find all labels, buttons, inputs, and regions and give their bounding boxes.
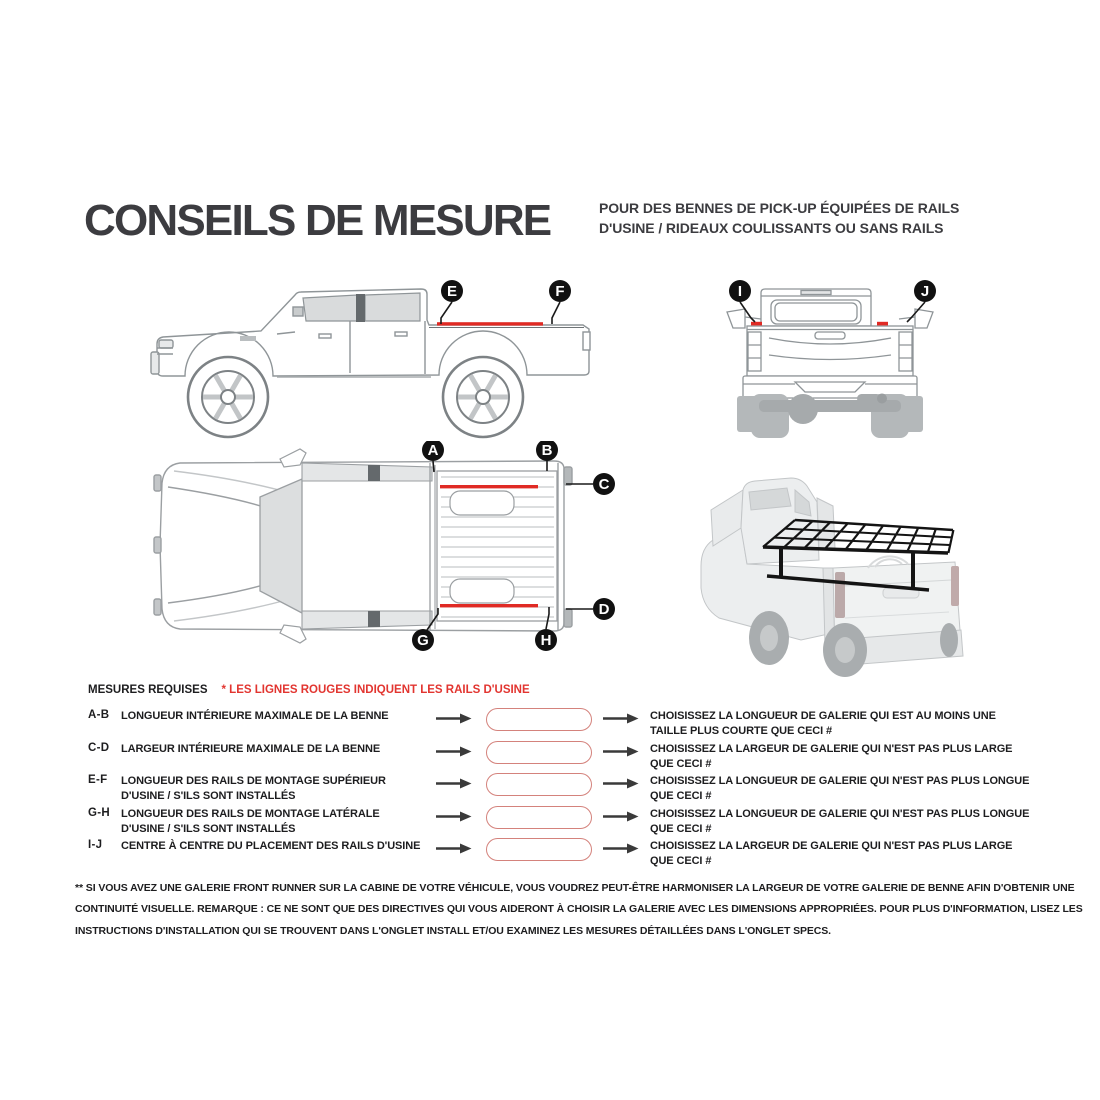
arrow-right-icon xyxy=(436,746,472,757)
rear-rail-red-mark-right xyxy=(877,322,888,326)
label-c-marker xyxy=(593,473,615,495)
arrow-right-icon xyxy=(603,746,639,757)
rear-truck-bed-and-tailgate xyxy=(743,326,917,398)
label-j-marker xyxy=(914,280,936,302)
truck-rear-view-figure xyxy=(699,276,961,440)
table-row xyxy=(88,806,1028,839)
rear-rail-red-mark-left xyxy=(751,322,762,326)
row-instruction: CHOISISSEZ LA LONGUEUR DE GALERIE QUI N'EST PAS PLUS LONGUE QUE CECI # xyxy=(650,807,1030,835)
truck-side-view-figure xyxy=(143,274,603,440)
row-key: C-D xyxy=(88,741,110,754)
measurement-field-i-j[interactable] xyxy=(486,838,592,861)
label-h-marker xyxy=(535,629,557,651)
label-f-marker xyxy=(549,280,571,302)
subtitle-line-2: D'USINE / RIDEAUX COULISSANTS OU SANS RAILS xyxy=(599,219,944,236)
footer-line-3: INSTRUCTIONS D'INSTALLATION QUI SE TROUVENT DANS L'ONGLET INSTALL ET/OU EXAMINEZ LES MESURES DÉTAILLÉES DANS L'ONGLET SPECS. xyxy=(75,924,831,937)
truck-rack-3d-diagram xyxy=(683,468,980,680)
measurement-field-e-f[interactable] xyxy=(486,773,592,796)
truck-side-view-diagram xyxy=(143,274,603,440)
label-d-marker xyxy=(593,598,615,620)
footer-note xyxy=(75,878,1083,942)
label-i-marker xyxy=(729,280,751,302)
arrow-right-icon xyxy=(436,843,472,854)
truck-rear-view-diagram xyxy=(699,276,961,440)
label-e: E xyxy=(446,283,458,300)
page-title: CONSEILS DE MESURE xyxy=(84,196,551,245)
top-factory-rail-red-line-bottom xyxy=(440,604,538,607)
top-factory-rail-red-line-top xyxy=(440,485,538,488)
label-b-marker xyxy=(536,441,558,461)
red-lines-note: * LES LIGNES ROUGES INDIQUENT LES RAILS D'USINE xyxy=(221,684,530,696)
label-a: A xyxy=(427,442,439,459)
row-key: E-F xyxy=(88,774,108,787)
table-row xyxy=(88,838,1028,871)
arrow-right-icon xyxy=(603,713,639,724)
side-leader-lines xyxy=(441,302,560,324)
rear-truck-undercarriage xyxy=(737,394,923,439)
truck-with-rack-render xyxy=(683,468,980,680)
truck-top-view-figure xyxy=(150,441,625,656)
label-g: G xyxy=(417,632,429,649)
measurement-field-c-d[interactable] xyxy=(486,741,592,764)
arrow-right-icon xyxy=(603,843,639,854)
side-truck-windows xyxy=(303,293,420,322)
row-key: G-H xyxy=(88,806,110,819)
page-subtitle xyxy=(599,199,959,238)
row-instruction: CHOISISSEZ LA LONGUEUR DE GALERIE QUI N'EST PAS PLUS LONGUE QUE CECI # xyxy=(650,775,1030,803)
subtitle-line-1: POUR DES BENNES DE PICK-UP ÉQUIPÉES DE RAILS xyxy=(599,200,960,216)
row-instruction: CHOISISSEZ LA LONGUEUR DE GALERIE QUI EST AU MOINS UNE TAILLE PLUS COURTE QUE CECI # xyxy=(650,710,996,737)
label-e-marker xyxy=(441,280,463,302)
table-row xyxy=(88,741,1028,774)
arrow-right-icon xyxy=(436,811,472,822)
label-h: H xyxy=(540,632,552,649)
label-b: B xyxy=(541,442,553,459)
label-d: D xyxy=(598,601,610,618)
row-key: I-J xyxy=(88,839,103,852)
footer-line-1: ** SI VOUS AVEZ UNE GALERIE FRONT RUNNER SUR LA CABINE DE VOTRE VÉHICULE, VOUS VOUDREZ PEUT-ÊTRE HARMONISER LA LARGEUR DE VOTRE GALERIE DE BENNE AFIN D'OBTENIR UNE xyxy=(75,882,1075,894)
footer-line-2: CONTINUITÉ VISUELLE. REMARQUE : CE NE SONT QUE DES DIRECTIVES QUI VOUS AIDERONT À CHOISIR LA GALERIE AVEC LES DIMENSIONS APPROPRIÉES. POUR PLUS D'INFORMATION, LISEZ LES xyxy=(75,903,1083,916)
row-instruction: CHOISISSEZ LA LARGEUR DE GALERIE QUI N'EST PAS PLUS LARGE QUE CECI # xyxy=(650,840,1013,868)
arrow-right-icon xyxy=(603,778,639,789)
row-key: A-B xyxy=(88,709,110,721)
row-description: LONGUEUR INTÉRIEURE MAXIMALE DE LA BENNE xyxy=(121,710,389,722)
top-truck-bed xyxy=(437,471,557,621)
table-row xyxy=(88,708,1028,741)
truck-top-view-diagram xyxy=(150,441,625,656)
arrow-right-icon xyxy=(603,811,639,822)
measurement-field-g-h[interactable] xyxy=(486,806,592,829)
arrow-right-icon xyxy=(436,713,472,724)
measures-heading-row xyxy=(88,684,530,696)
label-c: C xyxy=(598,476,610,493)
label-g-marker xyxy=(412,629,434,651)
row-description: LONGUEUR DES RAILS DE MONTAGE LATÉRALE D'USINE / S'ILS SONT INSTALLÉS xyxy=(121,807,380,835)
side-factory-rail-red-line xyxy=(437,322,543,325)
row-instruction: CHOISISSEZ LA LARGEUR DE GALERIE QUI N'EST PAS PLUS LARGE QUE CECI # xyxy=(650,742,1013,770)
label-j: J xyxy=(920,283,930,300)
row-description: LARGEUR INTÉRIEURE MAXIMALE DE LA BENNE xyxy=(121,742,381,755)
label-a-marker xyxy=(422,441,444,461)
measurement-field-a-b[interactable] xyxy=(486,708,592,731)
row-description: CENTRE À CENTRE DU PLACEMENT DES RAILS D'USINE xyxy=(121,840,421,853)
measures-table xyxy=(88,708,1028,871)
label-i: I xyxy=(737,283,743,300)
arrow-right-icon xyxy=(436,778,472,789)
row-description: LONGUEUR DES RAILS DE MONTAGE SUPÉRIEUR D'USINE / S'ILS SONT INSTALLÉS xyxy=(121,775,386,803)
label-f: F xyxy=(555,283,565,300)
table-row xyxy=(88,773,1028,806)
measures-heading: MESURES REQUISES xyxy=(88,684,208,696)
